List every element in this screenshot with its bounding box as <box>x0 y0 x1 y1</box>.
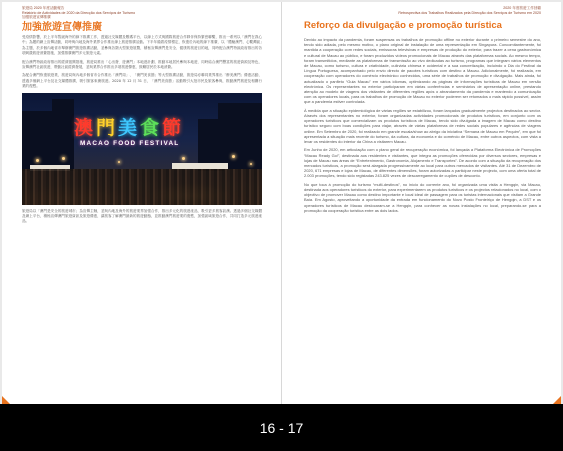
right-text-column <box>304 37 541 216</box>
right-header-pt: Retrospectiva dos Trabalhos Realizados pela Direcção dos Serviços de Turismo em 2020 <box>398 10 541 15</box>
crowd-area <box>22 169 262 205</box>
left-paragraph-2: 配合澳門特區政府推出的經濟振興措施，旅遊局推出「心出發．遊澳門」本地遊計劃，推動本地居民參與本地遊，同時結合澳門豐富的旅遊資源及特色，宣傳澳門社區旅遊，帶動社區經濟發展，並與業界合作推出多項旅遊優惠，鼓勵居民於本地消費。 <box>22 59 262 69</box>
left-page <box>2 2 281 404</box>
left-header-zh: 旅遊局 2020 年度活動報告 <box>22 6 65 10</box>
left-section-title: 加強旅遊宣傳推廣 <box>22 22 102 33</box>
food-festival-photo <box>22 93 262 205</box>
right-paragraph-2: À medida que a situação epidemiológica de várias regiões se estabilizou, foram lançados gradualmente projectos destinados ao sector. Através dos representantes no exterior, foram organizadas actividades promocionais de produtos turísticos, em conjunto com os operadores turísticos que comercializam os produtos turísticos de Macau, tendo sido divulgada a imagem de Macau como destino turístico seguro com boas condições para viajar, através de várias plataformas de redes sociais populares e agências de viagens online. Em Setembro de 2020, foi realizado em grande escala/show ao abrigo da iniciativa “Semana de Macau em Pequim”, em que foi apresentada a situação mais recente do turismo, da cultura, da economia e do comércio de Macau, entre outros aspectos, com vista a levar os residentes do interior da China a visitarem Macau. <box>304 107 541 145</box>
neon-char-4: 食 <box>140 116 163 139</box>
festival-neon-sign <box>74 113 184 140</box>
festival-neon-english: MACAO FOOD FESTIVAL <box>80 139 180 147</box>
neon-char-2: 門 <box>96 116 119 139</box>
right-paragraph-3: Em Junho de 2020, em articulação com o plano geral de recuperação económica, foi lançada a Plataforma Electrónica de Promoções “Macau Ready Go!”, destinada aos residentes e visitantes, que integra as promoções oferecidas por diversos sectores, empresas e lojas de Macau nas áreas de “Entretenimento, Gastronomia, Alojamento e Transportes”. De acordo com a situação da recuperação dos mercados turísticos, a promoção será alargada progressivamente ao local para outros mercados de visitantes. Até 31 de Dezembro de 2020, 671 empresas e lojas de Macau, de diferentes dimensões, foram autorizadas a participar neste projecto, com uma oferta total de 2.003 promoções, tendo sido registadas 243.825 vezes de descarregamento de cupões de desconto. <box>304 147 541 179</box>
right-page <box>282 2 561 404</box>
right-page-header <box>398 6 541 15</box>
page-number-indicator: 16 - 17 <box>259 420 304 436</box>
right-section-title: Reforço da divulgação e promoção turística <box>304 20 502 31</box>
page-corner-marker-right <box>553 396 561 404</box>
left-header-pt: Relatório de Actividades de 2020 da Direcção dos Serviços de Turismo <box>22 10 136 15</box>
left-paragraph-3: 為配合澳門恢復旅遊業，旅遊局與內地多個省市合作推出「澳門周」、「澳門美食節」等大型推廣活動，旅遊局亦聯同業界推出「醉美澳門」優惠活動，透過多個網上平台及社交媒體推廣，吸引旅客來澳旅遊。2020 年 12 月 31 日，「澳門美食節」活動吸引大批市民及旅客參與，推動澳門旅遊及相關行業的復甦。 <box>22 73 262 89</box>
document-spread <box>2 2 561 404</box>
neon-char-5: 節 <box>162 116 185 139</box>
page-corner-marker-left <box>2 396 10 404</box>
left-paragraph-1: 受疫情影響，於上半年暫緩海外的線下推廣工作，透過社交媒體及數碼平台，以線上方式與國際旅遊合作夥伴保持緊密聯繫，推出一系列以「澳門在我心中」為題的網上宣傳活動，同時與內地及海外業界合作推出線上旅遊推廣活動。下半年隨着疫情穩定，恢復於內地的線下推廣，以「體驗澳門，心繫灣區」為主題，於多個內地省市舉辦澳門旅遊推廣活動，並參與各類大型旅遊展覽，積極宣傳澳門是安全、健康的旅遊目的地，同時配合澳門特區政府推出的各項刺激旅遊消費措施，加強推廣澳門多元旅遊元素。 <box>22 35 262 56</box>
right-paragraph-1: Devido ao impacto da pandemia, foram suspensas os trabalhos de promoção offline no exterior durante o primeiro semestre do ano, tendo sido adiada, pelo mesmo motivo, o plano original de instalação de uma representação em Singapura. Concomitantemente, foi mantida a cooperação com redes sociais, emissoras televisivas e empresas de produção do exterior, para trazer a cena gastronómica e cultural de Macau ao público, e foram produzidos vídeos promocionais de Macau através das plataformas sociais. Ao mesmo tempo, foram transmitidos, mediante as plataformas de transmissão ao vivo dedicadas ao turismo, programas que integram vários elementos de Macau, como turismo, cultura e criatividade, culinária chinesa e ocidental e a sua concretização, incluindo o Dia do Festival da Língua Portuguesa, acompanhado pelo envio directo de pacotes turísticos com destino a Macau. Adicionalmente, foi realizada, em cooperação com operadores do comércio electrónico conhecidos, uma série de trabalhos de promoção e divulgação. Mais ainda, foi actualizado o panfleto “Guia Macau” em vários idiomas, optimizando as páginas de informações turísticas de Macau em versão electrónica. Os representantes no exterior participaram em várias conferências e seminários de apresentação online, prestando atenção ao modelo de viagens dos visitantes de diferentes regiões após o abrandamento da pandemia e mantendo a comunicação com os operadores locais, para os trabalhos de promoção de Macau no exterior poderem ser retomados o mais rápido possível, assim que a pandemia estiver controlada. <box>304 37 541 105</box>
left-text-column <box>22 35 262 228</box>
right-paragraph-4: No que toca à promoção do turismo “multi-destinos”, no início do corrente ano, foi organizada uma visita a Hengqin, via Macau, destinada aos operadores turísticos do exterior, para experimentarem os produtos turísticos e os projectos relacionados no local, com o objectivo de promover Macau como destino importante e local ideal de passagem para os turistas internacionais que visitam a Grande Baía. Em Agosto, aproveitando a oportunidade da entrada em funcionamento do Novo Posto Fronteiriço de Hengqin, a DST e os operadores turísticos de Macau deslocaram-se a Hengqin, para conhecer as novas instalações no local, preparando-se para a promoção da cooperação turística entre as dois lados. <box>304 181 541 213</box>
neon-char-1: 澳 <box>74 116 97 139</box>
left-paragraph-4: 旅遊局以「澳門是安全的旅遊城市」為宣傳主軸，並與內地及海外的旅遊業界加強合作，推出多元化的旅遊產品，吸引更多旅客訪澳。透過多個社交媒體及網上平台，積極宣傳澳門旅遊資訊及旅遊優惠，讓旅客了解澳門最新的旅遊動態，並推動澳門旅遊業的復甦，加強區域旅遊合作，共同打造多元旅遊產品。 <box>22 208 262 224</box>
left-header-sub: 加強旅遊宣傳推廣 <box>22 15 51 20</box>
neon-char-3: 美 <box>118 116 141 139</box>
right-header-zh: 2020 年度旅遊工作回顧 <box>503 6 541 10</box>
